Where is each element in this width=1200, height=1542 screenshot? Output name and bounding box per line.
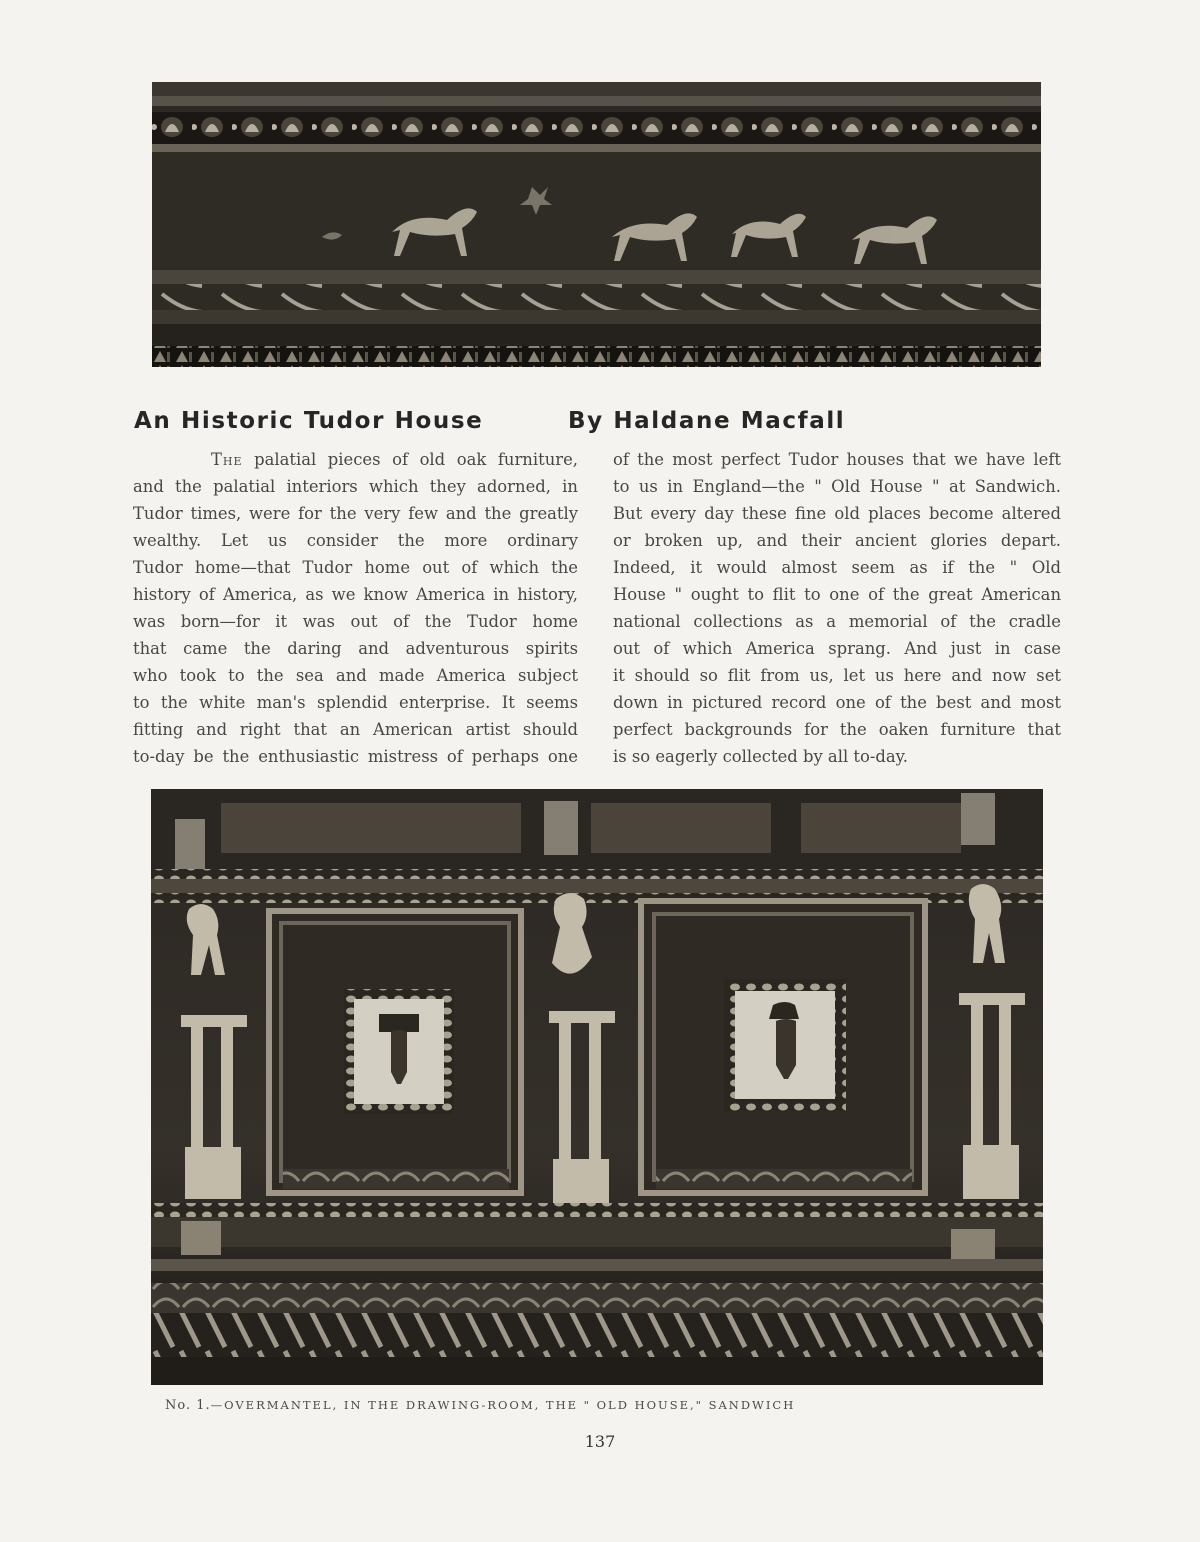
text-line: Tudor home—that Tudor home out of which the	[133, 558, 578, 577]
text-line: wealthy. Let us consider the more ordinary	[133, 531, 578, 550]
text-line: Indeed, it would almost seem as if the " Old	[613, 558, 1061, 577]
text-line: palatial pieces of old oak furniture,	[254, 450, 578, 469]
article-title: An Historic Tudor House	[134, 408, 484, 434]
text-line: House " ought to flit to one of the great American	[613, 585, 1061, 604]
text-column-right	[613, 446, 1061, 770]
text-line: fitting and right that an American artist should	[133, 720, 578, 739]
page-number: 137	[584, 1432, 616, 1451]
text-line: was born—for it was out of the Tudor home	[133, 612, 578, 631]
text-line: history of America, as we know America in history,	[133, 585, 578, 604]
text-line: to-day be the enthusiastic mistress of perhaps one	[133, 747, 578, 766]
frieze-image	[152, 82, 1041, 367]
overmantel-image	[151, 789, 1043, 1385]
figure-caption	[165, 1398, 965, 1413]
text-line: of the most perfect Tudor houses that we have left	[613, 450, 1061, 469]
figure-number: No. 1.	[165, 1398, 211, 1413]
text-line: Tudor times, were for the very few and the greatly	[133, 504, 578, 523]
text-line: But every day these fine old places become altered	[613, 504, 1061, 523]
text-line: and the palatial interiors which they adorned, in	[133, 477, 578, 496]
text-line: out of which America sprang. And just in case	[613, 639, 1061, 658]
figure-caption-text: —OVERMANTEL, IN THE DRAWING-ROOM, THE " OLD HOUSE," SANDWICH	[210, 1398, 796, 1412]
text-line: who took to the sea and made America subject	[133, 666, 578, 685]
paragraph-first-line	[133, 446, 578, 473]
article-byline: By Haldane Macfall	[568, 408, 846, 434]
text-line: to the white man's splendid enterprise. It seems	[133, 693, 578, 712]
article-heading	[134, 408, 1074, 442]
overmantel-photograph	[151, 789, 1043, 1385]
text-line: national collections as a memorial of the cradle	[613, 612, 1061, 631]
frieze-photograph	[152, 82, 1041, 367]
text-line: down in pictured record one of the best and most	[613, 693, 1061, 712]
first-word: The	[211, 450, 243, 469]
text-line: that came the daring and adventurous spirits	[133, 639, 578, 658]
text-line: it should so flit from us, let us here and now set	[613, 666, 1061, 685]
text-column-left	[133, 446, 578, 770]
text-line: perfect backgrounds for the oaken furniture that	[613, 720, 1061, 739]
text-line: or broken up, and their ancient glories depart.	[613, 531, 1061, 550]
text-line: is so eagerly collected by all to-day.	[613, 747, 908, 766]
text-line: to us in England—the " Old House " at Sandwich.	[613, 477, 1061, 496]
